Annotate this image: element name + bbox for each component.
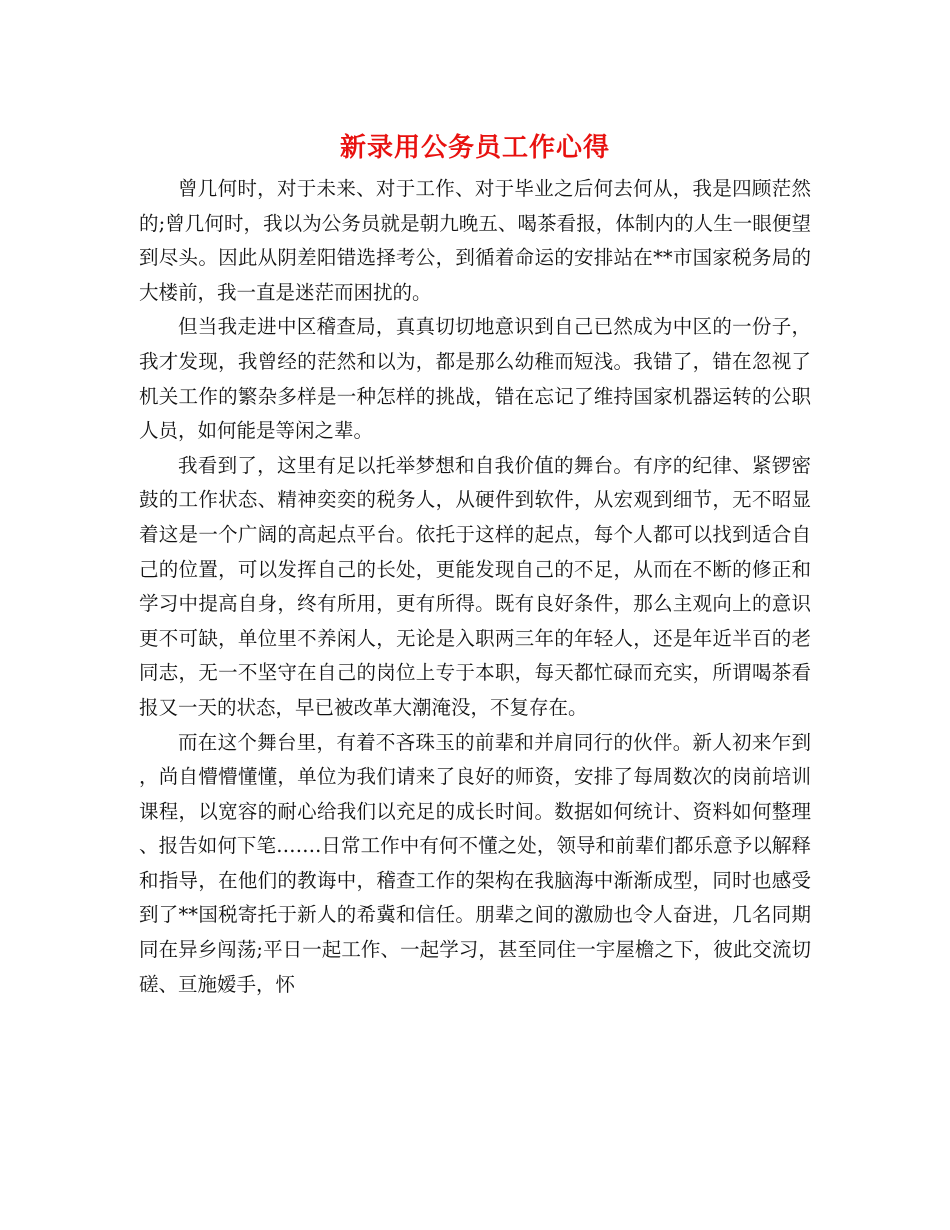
paragraph-3: 我看到了，这里有足以托举梦想和自我价值的舞台。有序的纪律、紧锣密鼓的工作状态、精神奕奕的税务人，从硬件到软件，从宏观到细节，无不昭显着这是一个广阔的高起点平台。依托于这样的起点，每个人都可以找到适合自己的位置，可以发挥自己的长处，更能发现自己的不足，从而在不断的修正和学习中提高自身，终有所用，更有所得。既有良好条件，那么主观向上的意识更不可缺，单位里不养闲人，无论是入职两三年的年轻人，还是年近半百的老同志，无一不坚守在自己的岗位上专于本职，每天都忙碌而充实，所谓喝茶看报又一天的状态，早已被改革大潮淹没，不复存在。	[139, 453, 811, 719]
document-body	[139, 172, 811, 1002]
paragraph-1: 曾几何时，对于未来、对于工作、对于毕业之后何去何从，我是四顾茫然的;曾几何时，我以为公务员就是朝九晚五、喝茶看报，体制内的人生一眼便望到尽头。因此从阴差阳错选择考公，到循着命运的安排站在**市国家税务局的大楼前，我一直是迷茫而困扰的。	[139, 177, 811, 304]
paragraph-2: 但当我走进中区稽查局，真真切切地意识到自己已然成为中区的一份子，我才发现，我曾经的茫然和以为，都是那么幼稚而短浅。我错了，错在忽视了机关工作的繁杂多样是一种怎样的挑战，错在忘记了维持国家机器运转的公职人员，如何能是等闲之辈。	[139, 315, 811, 443]
paragraph-4: 而在这个舞台里，有着不吝珠玉的前辈和并肩同行的伙伴。新人初来乍到，尚自懵懵懂懂，单位为我们请来了良好的师资，安排了每周数次的岗前培训课程，以宽容的耐心给我们以充足的成长时间。数据如何统计、资料如何整理、报告如何下笔…….日常工作中有何不懂之处，领导和前辈们都乐意予以解释和指导，在他们的教诲中，稽查工作的架构在我脑海中渐渐成型，同时也感受到了**国税寄托于新人的希冀和信任。朋辈之间的激励也令人奋进，几名同期同在异乡闯荡;平日一起工作、一起学习，甚至同住一宇屋檐之下，彼此交流切磋、亘施嫒手，怀	[139, 730, 811, 996]
document-title: 新录用公务员工作心得	[339, 133, 610, 163]
